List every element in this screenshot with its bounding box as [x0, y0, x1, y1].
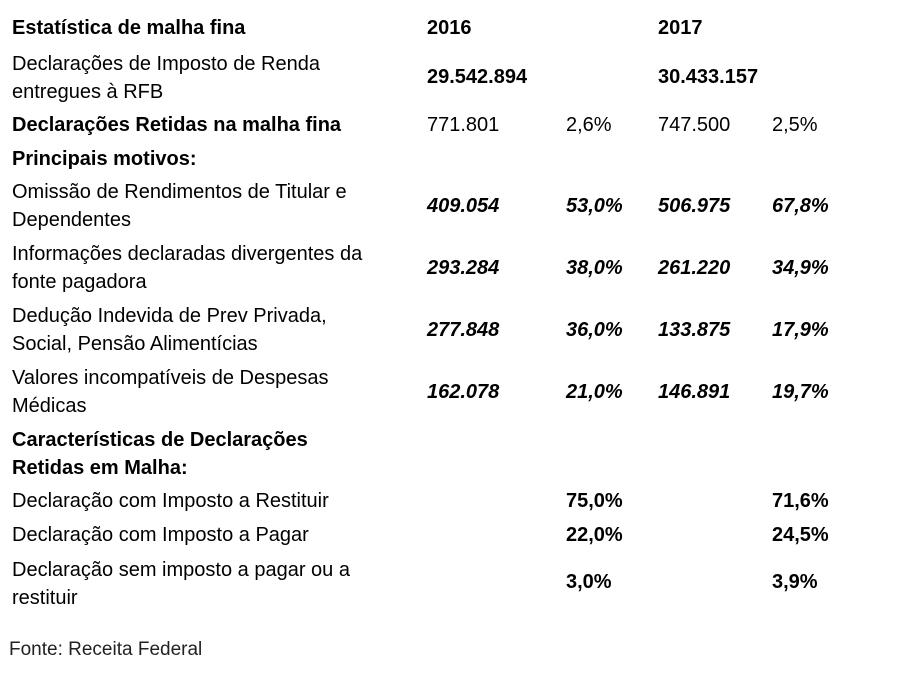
row-label: Declaração com Imposto a Restituir: [12, 490, 329, 512]
row-label: Declarações Retidas na malha fina: [12, 114, 342, 136]
row-label: Declaração sem imposto a pagar ou a restituir: [12, 559, 350, 609]
year-2017-header: 2017: [658, 17, 703, 39]
row-label: Dedução Indevida de Prev Privada, Social, Pensão Alimentícias: [12, 305, 327, 355]
value-2017: 747.500: [658, 114, 731, 136]
row-label: Declaração com Imposto a Pagar: [12, 524, 309, 546]
value-2017: 506.975: [658, 195, 731, 217]
table-title: Estatística de malha fina: [12, 17, 246, 39]
percent-2017: 3,9%: [772, 571, 818, 593]
value-2016: 277.848: [427, 319, 500, 341]
percent-2016: 38,0%: [566, 257, 623, 279]
percent-2016: 21,0%: [566, 381, 623, 403]
percent-2017: 2,5%: [772, 114, 818, 136]
year-2016-header: 2016: [427, 17, 472, 39]
value-2016: 293.284: [427, 257, 500, 279]
percent-2016: 53,0%: [566, 195, 623, 217]
section-heading: Características de Declarações Retidas em Malha:: [12, 429, 308, 479]
percent-2017: 71,6%: [772, 490, 829, 512]
percent-2017: 19,7%: [772, 381, 829, 403]
section-heading: Principais motivos:: [12, 148, 197, 170]
row-label: Omissão de Rendimentos de Titular e Dependentes: [12, 181, 347, 231]
value-2016: 29.542.894: [427, 66, 528, 88]
percent-2016: 2,6%: [566, 114, 612, 136]
row-label: Informações declaradas divergentes da fonte pagadora: [12, 243, 363, 293]
value-2017: 261.220: [658, 257, 731, 279]
value-2016: 409.054: [427, 195, 500, 217]
percent-2017: 34,9%: [772, 257, 829, 279]
percent-2016: 22,0%: [566, 524, 623, 546]
percent-2016: 75,0%: [566, 490, 623, 512]
value-2016: 771.801: [427, 114, 500, 136]
percent-2017: 67,8%: [772, 195, 829, 217]
percent-2017: 24,5%: [772, 524, 829, 546]
value-2017: 30.433.157: [658, 66, 759, 88]
row-label: Declarações de Imposto de Renda entregues à RFB: [12, 53, 320, 103]
percent-2016: 36,0%: [566, 319, 623, 341]
value-2016: 162.078: [427, 381, 500, 403]
value-2017: 133.875: [658, 319, 731, 341]
percent-2017: 17,9%: [772, 319, 829, 341]
source-caption: Fonte: Receita Federal: [9, 639, 203, 660]
value-2017: 146.891: [658, 381, 731, 403]
percent-2016: 3,0%: [566, 571, 612, 593]
row-label: Valores incompatíveis de Despesas Médicas: [12, 367, 329, 417]
